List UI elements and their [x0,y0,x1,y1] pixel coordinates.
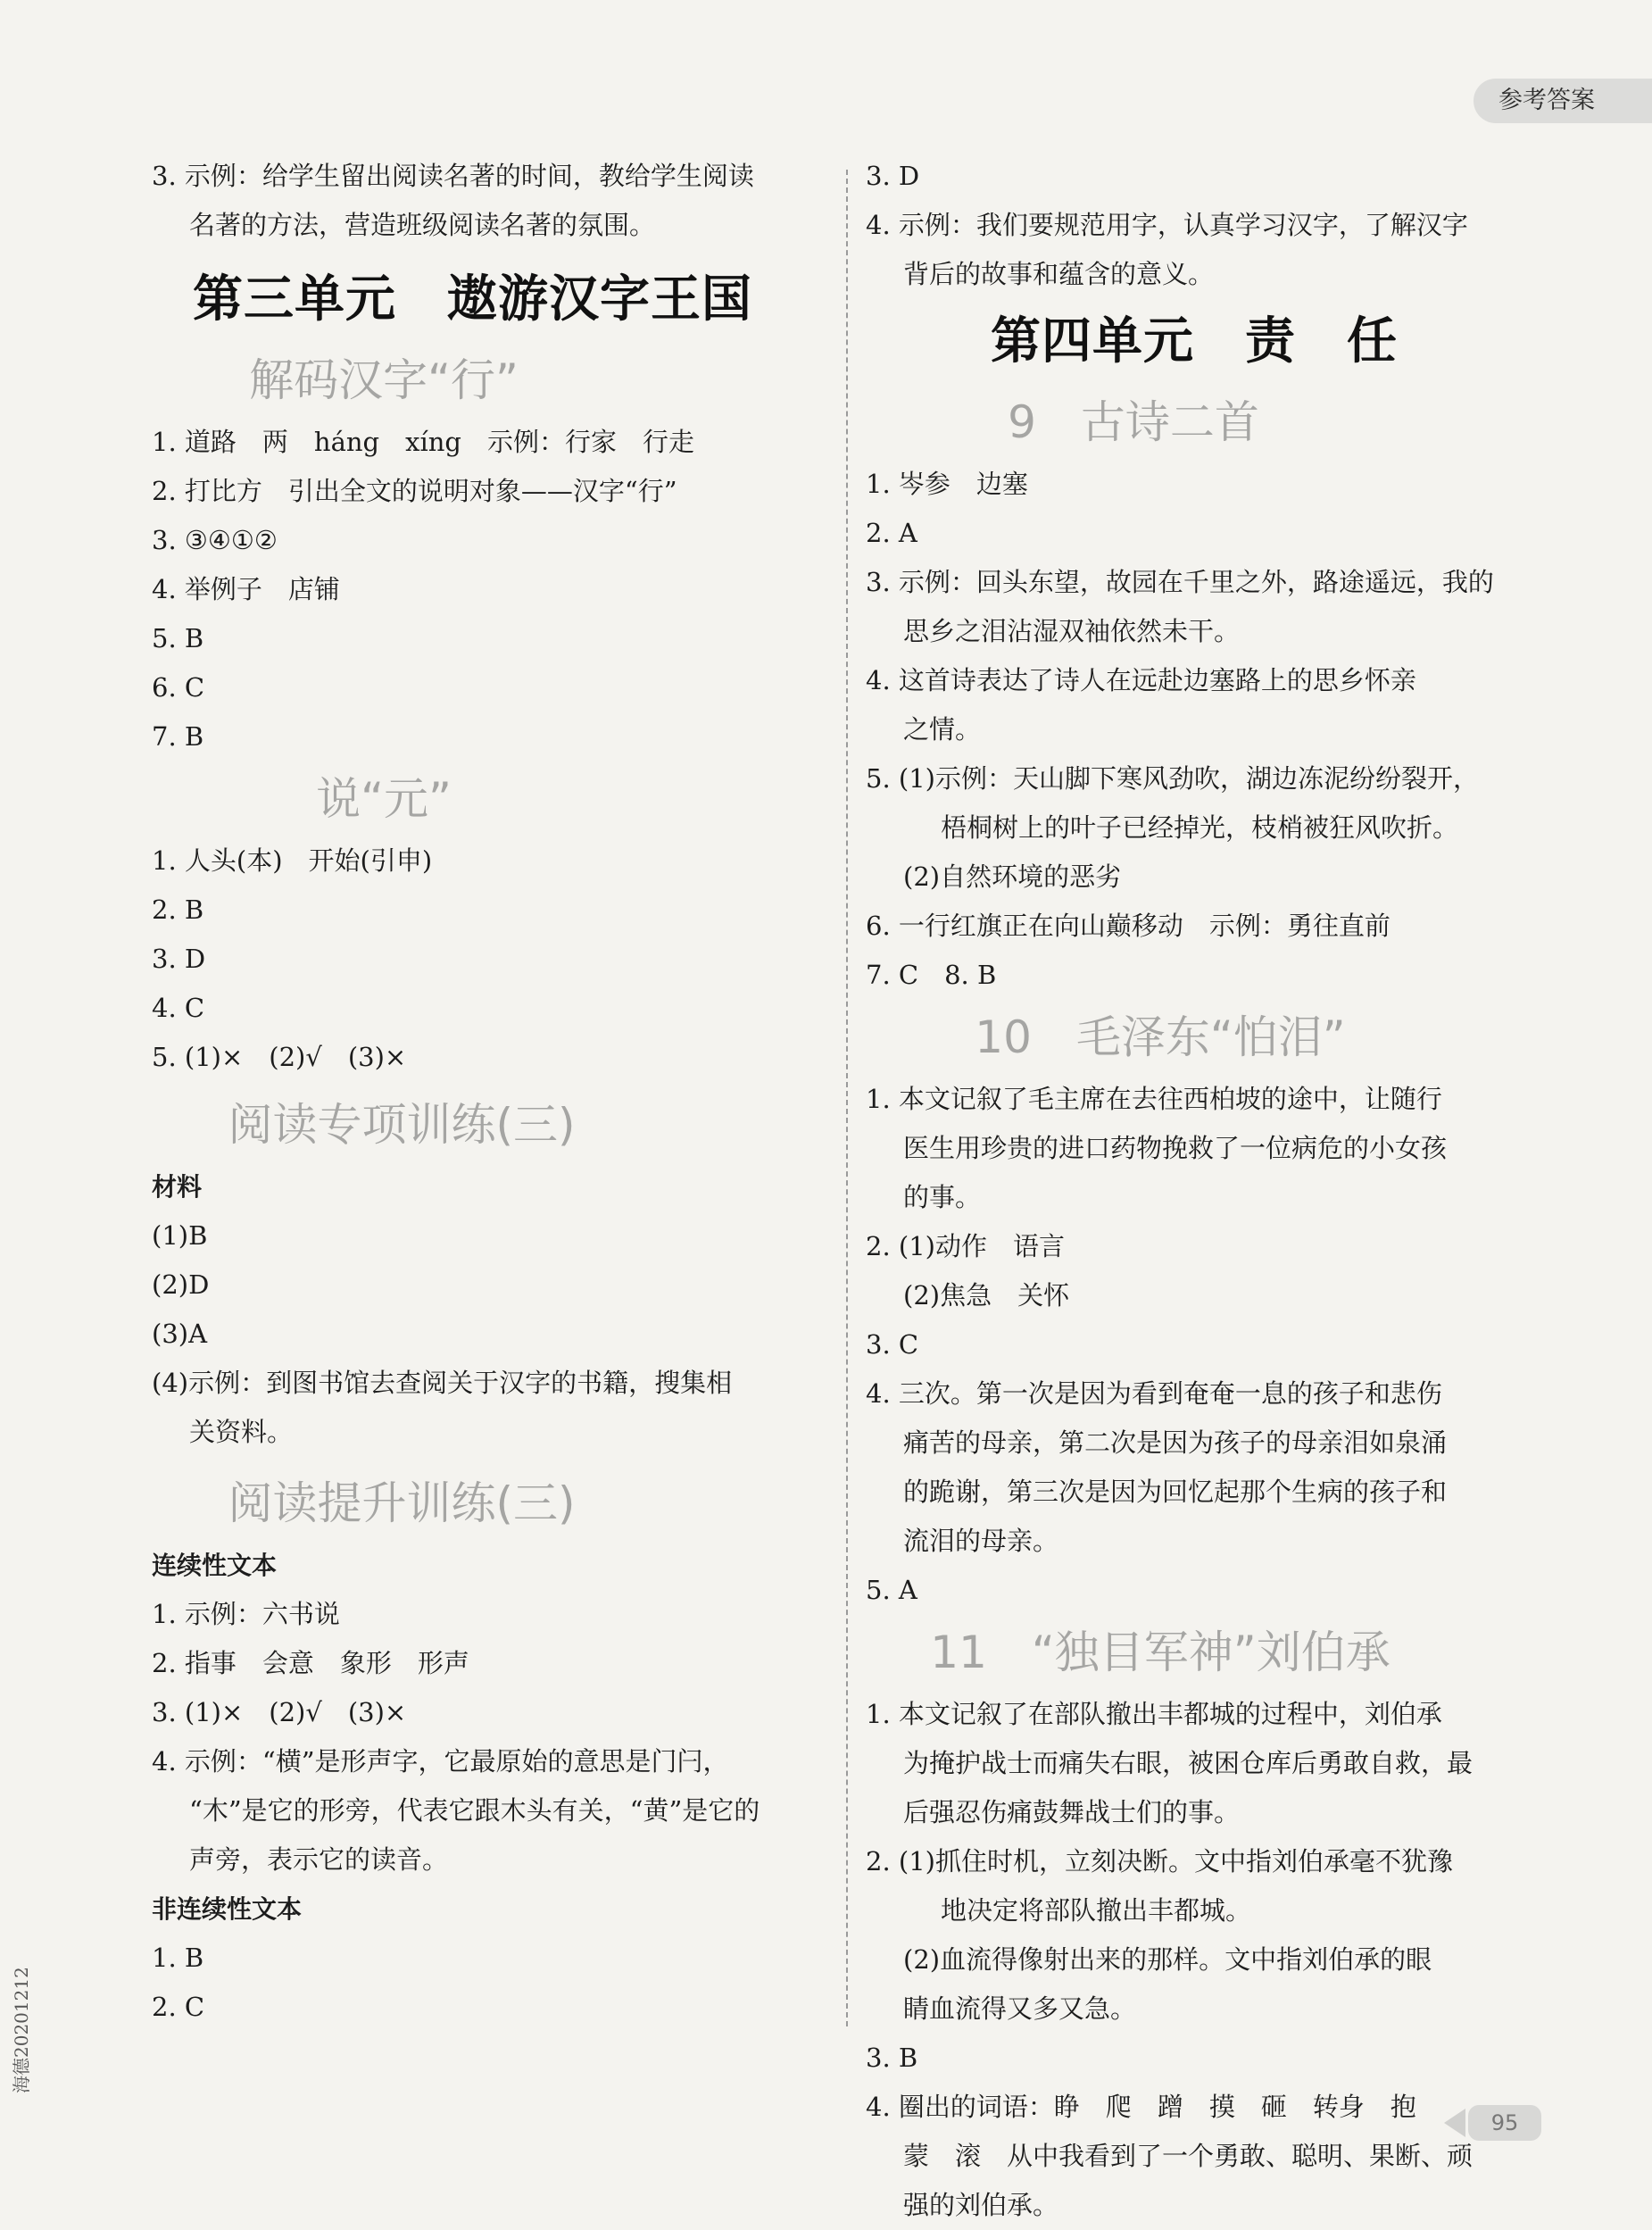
answer-line: 6. 一行红旗正在向山巅移动 示例：勇往直前 [866,911,1391,941]
answer-line: (2)血流得像射出来的那样。文中指刘伯承的眼 [903,1944,1432,1975]
answer-line: “木”是它的形旁，代表它跟木头有关，“黄”是它的 [189,1795,760,1826]
answer-line: 2. 指事 会意 象形 形声 [152,1648,469,1678]
answer-line: (2)D [152,1269,210,1300]
answer-line: 背后的故事和蕴含的意义。 [903,259,1215,289]
answer-line: (4)示例：到图书馆去查阅关于汉字的书籍，搜集相 [152,1368,733,1398]
answer-line: 4. C [152,993,205,1023]
answer-line: 3. C [866,1329,919,1360]
answer-line: 3. D [152,944,206,974]
answer-line: 6. C [152,672,205,703]
section-title: 11 “独目军神”刘伯承 [930,1627,1391,1678]
answer-line: 7. C 8. B [866,960,997,990]
answer-line: 2. A [866,518,917,548]
answer-line: 流泪的母亲。 [903,1526,1059,1556]
answer-line: 7. B [152,721,204,752]
section-title: 10 毛泽东“怕泪” [975,1011,1346,1063]
answer-line: 的事。 [903,1182,982,1212]
answer-line: 1. 本文记叙了在部队撤出丰都城的过程中，刘伯承 [866,1699,1442,1729]
margin-code: 海德20201212 [11,1967,32,2093]
answer-line: (2)焦急 关怀 [903,1280,1070,1311]
answer-line: (1)B [152,1220,208,1251]
answer-line: 5. (1)示例：天山脚下寒风劲吹，湖边冻泥纷纷裂开， [866,763,1479,794]
answer-line: 2. (1)动作 语言 [866,1231,1065,1261]
answer-line: 3. (1)× (2)√ (3)× [152,1697,407,1727]
answer-line: 3. ③④①② [152,525,278,555]
page-number: 95 [1468,2105,1541,2141]
answer-line: 睛血流得又多又急。 [903,1993,1137,2024]
answer-line: 关资料。 [189,1417,294,1447]
answer-line: 4. 示例：“横”是形声字，它最原始的意思是门闩， [152,1746,729,1777]
answer-line: 强的刘伯承。 [903,2190,1059,2220]
answer-line: 3. B [866,2043,918,2073]
answer-line: (2)自然环境的恶劣 [903,861,1122,892]
answer-line: 5. B [152,623,204,653]
answer-line: 的跪谢，第三次是因为回忆起那个生病的孩子和 [903,1477,1448,1507]
answer-line: 3. 示例：回头东望，故园在千里之外，路途遥远，我的 [866,567,1494,597]
answer-line: 2. (1)抓住时机，立刻决断。文中指刘伯承毫不犹豫 [866,1846,1453,1876]
answer-line: 名著的方法，营造班级阅读名著的氛围。 [189,210,656,240]
answer-line: 后强忍伤痛鼓舞战士们的事。 [903,1797,1241,1827]
answer-line: 地决定将部队撤出丰都城。 [941,1895,1252,1926]
answer-line: 2. C [152,1992,205,2022]
section-title: 9 古诗二首 [1008,396,1259,448]
answer-line: (3)A [152,1319,208,1349]
answer-line: 思乡之泪沾湿双袖依然未干。 [903,616,1241,646]
section-title: 解码汉字“行” [249,354,519,406]
answer-line: 1. 示例：六书说 [152,1599,340,1629]
answer-line: 痛苦的母亲，第二次是因为孩子的母亲泪如泉涌 [903,1427,1448,1458]
answer-line: 1. B [152,1943,204,1973]
answer-line: 医生用珍贵的进口药物挽救了一位病危的小女孩 [903,1133,1448,1163]
unit-3-title: 第三单元 遨游汉字王国 [193,270,752,329]
answer-line: 4. 举例子 店铺 [152,574,340,604]
answer-line: 1. 本文记叙了毛主席在去往西柏坡的途中，让随行 [866,1084,1442,1114]
answer-line: 3. D [866,161,920,191]
section-title: 阅读提升训练(三) [228,1477,576,1529]
answer-line: 声旁，表示它的读音。 [189,1844,449,1875]
answer-line: 4. 圈出的词语：睁 爬 蹭 摸 砸 转身 抱 [866,2092,1416,2122]
answer-line: 1. 岑参 边塞 [866,469,1028,499]
answer-line: 梧桐树上的叶子已经掉光，枝梢被狂风吹折。 [941,812,1459,843]
answer-line: 4. 三次。第一次是因为看到奄奄一息的孩子和悲伤 [866,1378,1442,1409]
answer-line: 1. 人头(本) 开始(引申) [152,845,433,876]
answer-line: 蒙 滚 从中我看到了一个勇敢、聪明、果断、顽 [903,2141,1474,2171]
section-title: 阅读专项训练(三) [228,1099,576,1151]
column-divider [846,170,848,2026]
answer-line: 2. 打比方 引出全文的说明对象——汉字“行” [152,476,677,506]
answer-line: 2. B [152,894,204,925]
answer-line: 为掩护战士而痛失右眼，被困仓库后勇敢自救，最 [903,1748,1474,1778]
answer-line: 之情。 [903,714,982,745]
right-column [866,152,1494,2230]
section-label: 连续性文本 [152,1551,278,1580]
answer-line: 1. 道路 两 háng xíng 示例：行家 行走 [152,427,694,457]
section-label: 材料 [152,1172,203,1202]
section-label: 非连续性文本 [152,1894,303,1924]
answer-line: 5. (1)× (2)√ (3)× [152,1042,407,1072]
answer-line: 4. 示例：我们要规范用字，认真学习汉字，了解汉字 [866,210,1468,240]
unit-4-title: 第四单元 责 任 [991,312,1398,370]
section-title: 说“元” [316,773,452,825]
answer-key-tab: 参考答案 [1474,79,1652,123]
answer-line: 5. A [866,1575,917,1605]
answer-line: 3. 示例：给学生留出阅读名著的时间，教给学生阅读 [152,161,754,191]
page-arrow-icon [1444,2109,1465,2137]
answer-line: 4. 这首诗表达了诗人在远赴边塞路上的思乡怀亲 [866,665,1416,695]
left-column [152,152,830,2032]
